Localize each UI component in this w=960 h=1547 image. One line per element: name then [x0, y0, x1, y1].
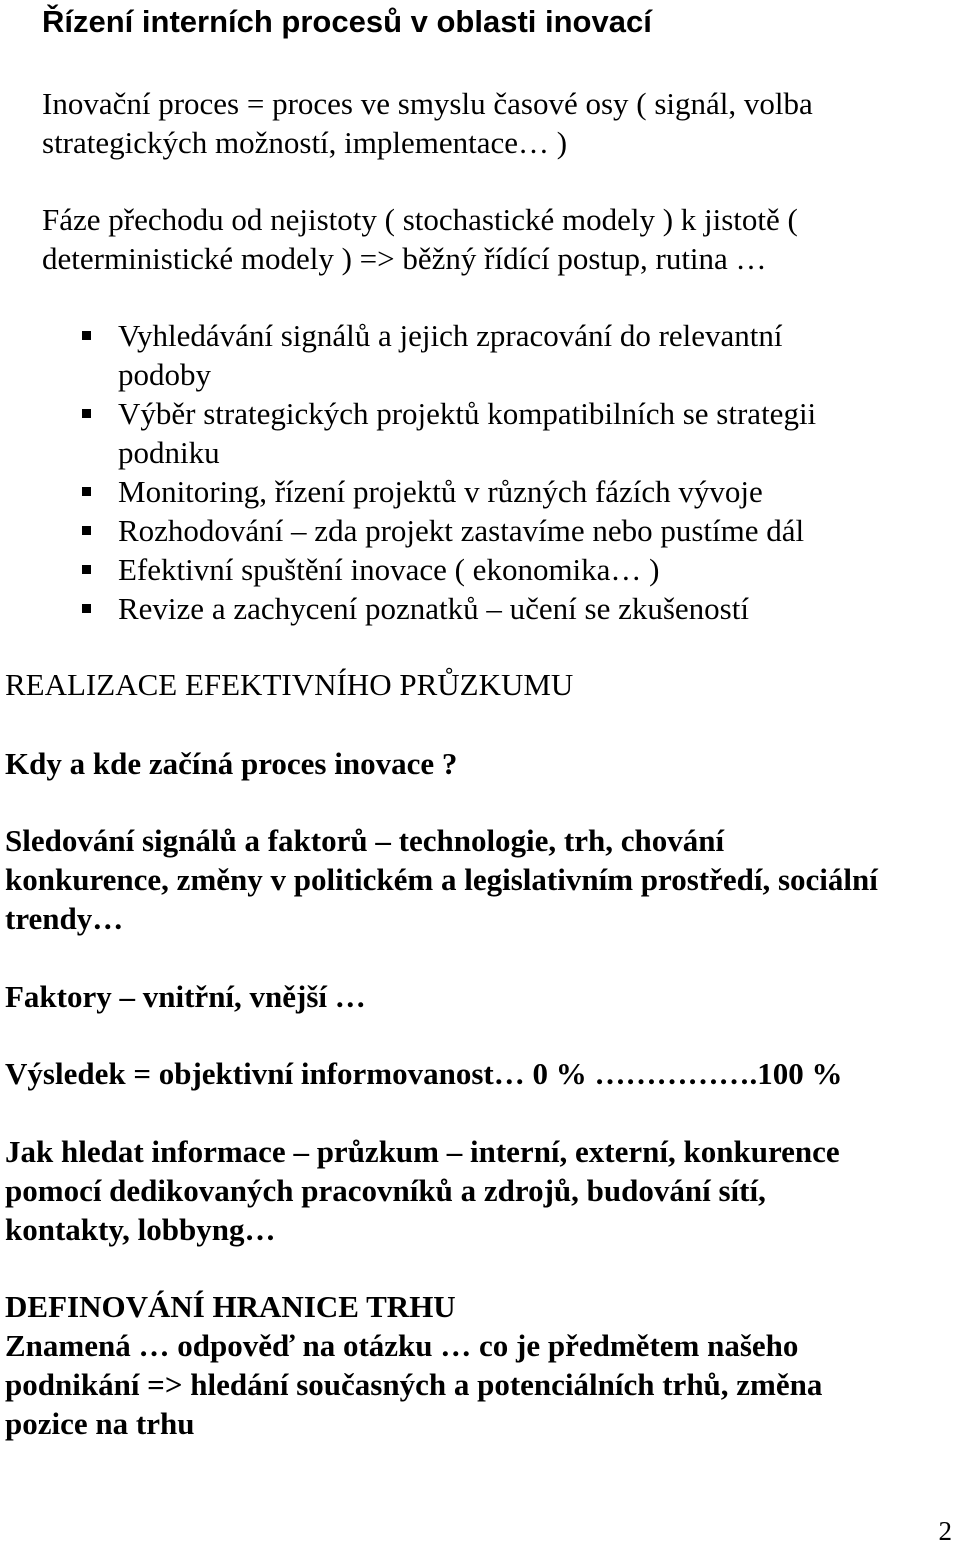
search-line-1: Jak hledat informace – průzkum – interní, externí, konkurence	[5, 1134, 840, 1169]
search-paragraph	[5, 1132, 960, 1249]
search-line-2: pomocí dedikovaných pracovníků a zdrojů, budování sítí,	[5, 1173, 766, 1208]
list-item	[80, 472, 816, 511]
market-paragraph	[5, 1326, 960, 1443]
list-item	[80, 511, 816, 550]
page-title: Řízení interních procesů v oblasti inovací	[42, 4, 652, 39]
list-item-text: Monitoring, řízení projektů v různých fázích vývoje	[118, 474, 763, 509]
page-number: 2	[938, 1516, 952, 1546]
factors-line: Faktory – vnitřní, vnější …	[5, 979, 366, 1014]
process-steps-list	[80, 316, 816, 628]
list-item-text: podoby	[118, 357, 211, 392]
market-line-3: pozice na trhu	[5, 1406, 195, 1441]
list-item-text: Efektivní spuštění inovace ( ekonomika… )	[118, 552, 660, 587]
intro-paragraph-2	[42, 200, 960, 278]
list-item-text: Výběr strategických projektů kompatibilních se strategii	[118, 396, 817, 431]
list-item	[80, 316, 816, 394]
signals-line-2: konkurence, změny v politickém a legislativním prostředí, sociální	[5, 862, 878, 897]
search-line-3: kontakty, lobbyng…	[5, 1212, 276, 1247]
list-item-text: Vyhledávání signálů a jejich zpracování do relevantní	[118, 318, 783, 353]
section-heading-market: DEFINOVÁNÍ HRANICE TRHU	[5, 1289, 456, 1324]
market-line-2: podnikání => hledání současných a potenciálních trhů, změna	[5, 1367, 823, 1402]
intro-p1-line-2: strategických možností, implementace… )	[42, 125, 568, 160]
market-line-1: Znamená … odpověď na otázku … co je předmětem našeho	[5, 1328, 799, 1363]
signals-line-1: Sledování signálů a faktorů – technologie, trh, chování	[5, 823, 725, 858]
result-line: Výsledek = objektivní informovanost… 0 % …………….100 %	[5, 1056, 843, 1091]
intro-p2-line-2: deterministické modely ) => běžný řídící postup, rutina …	[42, 241, 767, 276]
list-item	[80, 394, 816, 472]
innovation-question: Kdy a kde začíná proces inovace ?	[5, 746, 458, 781]
intro-paragraph-1	[42, 84, 960, 162]
list-item	[80, 550, 816, 589]
signals-paragraph	[5, 821, 960, 938]
list-item-text: Revize a zachycení poznatků – učení se zkušeností	[118, 591, 749, 626]
list-item-text: podniku	[118, 435, 220, 470]
section-heading-research: REALIZACE EFEKTIVNÍHO PRŮZKUMU	[5, 667, 574, 702]
signals-line-3: trendy…	[5, 901, 124, 936]
intro-p2-line-1: Fáze přechodu od nejistoty ( stochastické modely ) k jistotě (	[42, 202, 798, 237]
intro-p1-line-1: Inovační proces = proces ve smyslu časové osy ( signál, volba	[42, 86, 813, 121]
list-item-text: Rozhodování – zda projekt zastavíme nebo pustíme dál	[118, 513, 805, 548]
list-item	[80, 589, 816, 628]
